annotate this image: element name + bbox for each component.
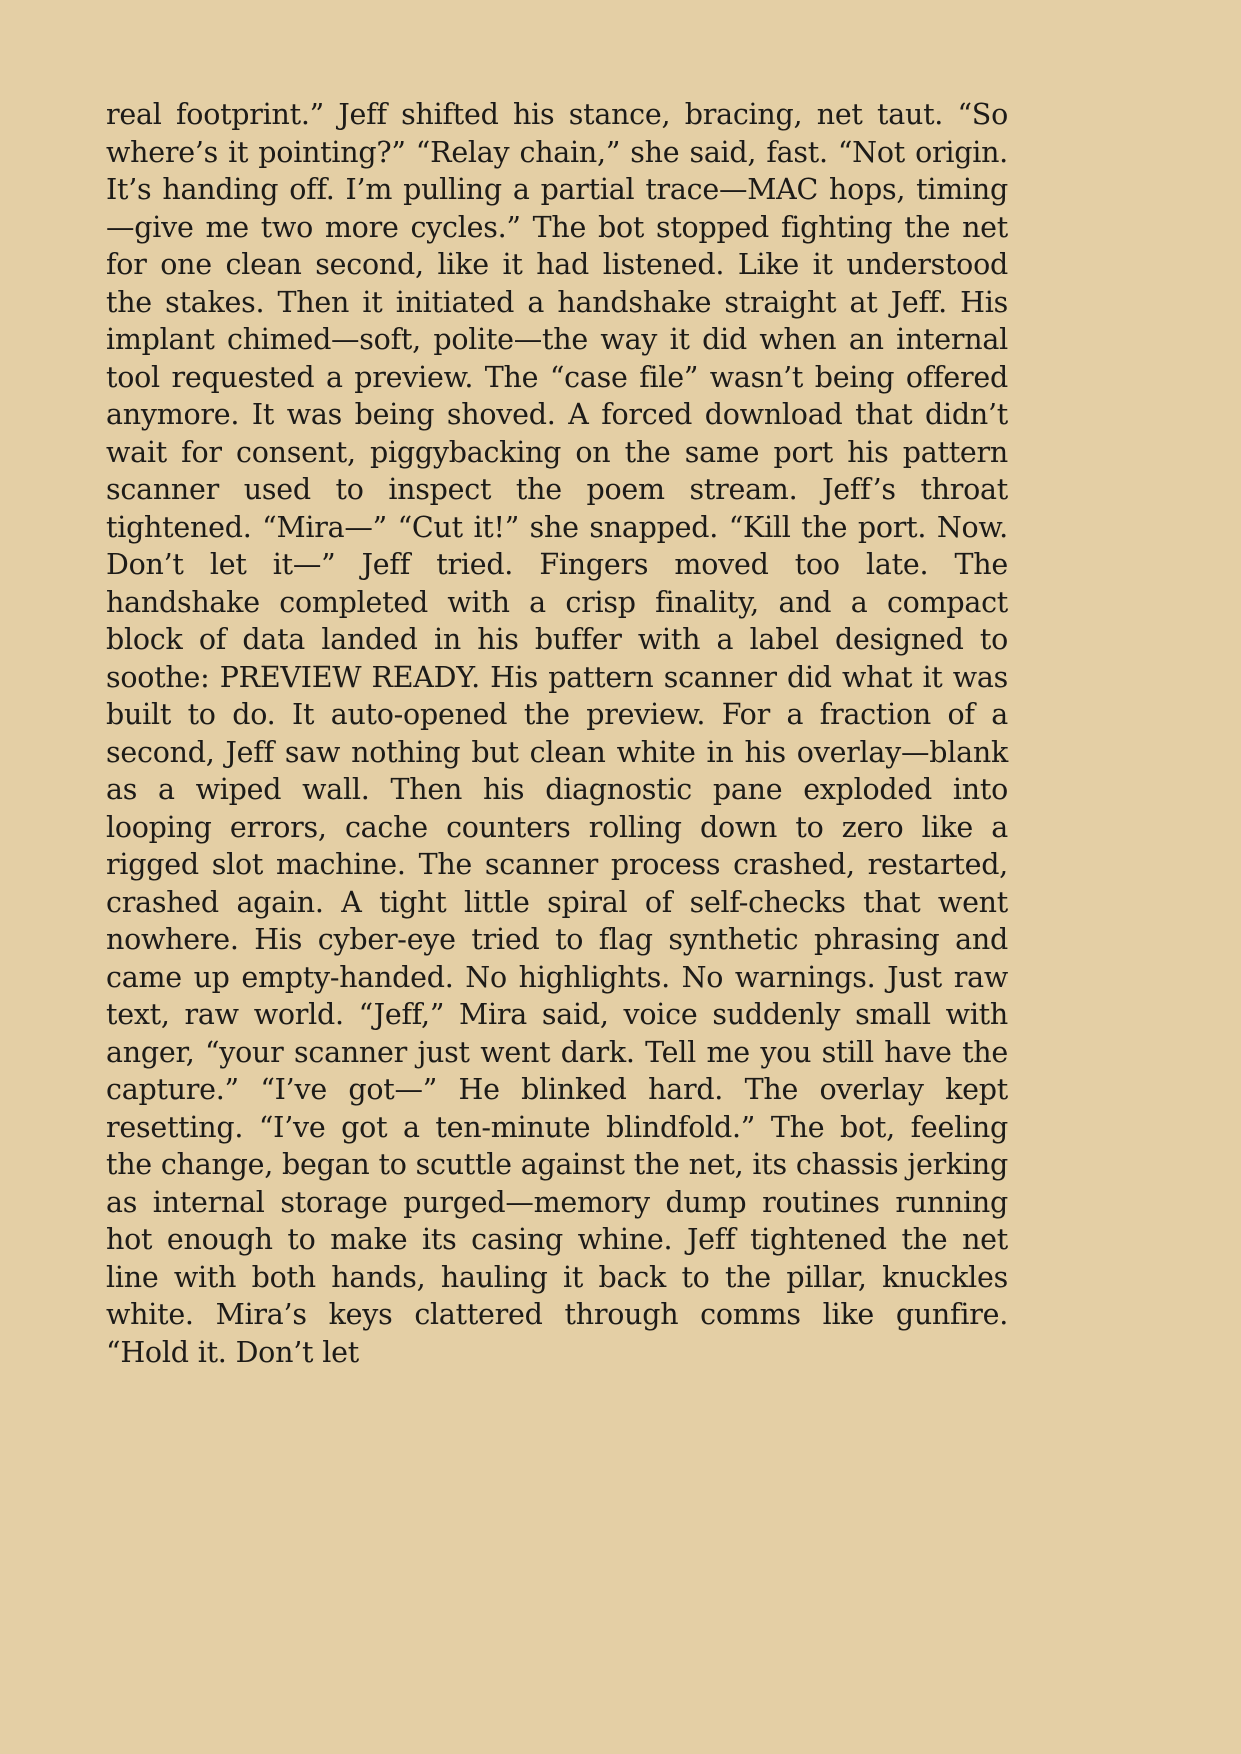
body-paragraph: real footprint.” Jeff shifted his stance, bracing, net taut. “So where’s it pointing?” “Relay chain,” she said, fast. “Not origin. It’s handing off. I’m pulling a partial trace—MAC hops, timing—give me two more cycles.” The bot stopped fighting the net for one clean second, like it had listened. Like it understood the stakes. Then it initiated a handshake straight at Jeff. His implant chimed—soft, polite—the way it did when an internal tool requested a preview. The “case file” wasn’t being offered anymore. It was being shoved. A forced download that didn’t wait for consent, piggybacking on the same port his pattern scanner used to inspect the poem stream. Jeff’s throat tightened. “Mira—” “Cut it!” she snapped. “Kill the port. Now. Don’t let it—” Jeff tried. Fingers moved too late. The handshake completed with a crisp finality, and a compact block of data landed in his buffer with a label designed to soothe: PREVIEW READY. His pattern scanner did what it was built to do. It auto-opened the preview. For a fraction of a second, Jeff saw nothing but clean white in his overlay—blank as a wiped wall. Then his diagnostic pane exploded into looping errors, cache counters rolling down to zero like a rigged slot machine. The scanner process crashed, restarted, crashed again. A tight little spiral of self-checks that went nowhere. His cyber-eye tried to flag synthetic phrasing and came up empty-handed. No highlights. No warnings. Just raw text, raw world. “Jeff,” Mira said, voice suddenly small with anger, “your scanner just went dark. Tell me you still have the capture.” “I’ve got—” He blinked hard. The overlay kept resetting. “I’ve got a ten-minute blindfold.” The bot, feeling the change, began to scuttle against the net, its chassis jerking as internal storage purged—memory dump routines running hot enough to make its casing whine. Jeff tightened the net line with both hands, hauling it back to the pillar, knuckles white. Mira’s keys clattered through comms like gunfire. “Hold it. Don’t let	[106, 98, 1008, 1369]
text-column	[106, 96, 1008, 1371]
